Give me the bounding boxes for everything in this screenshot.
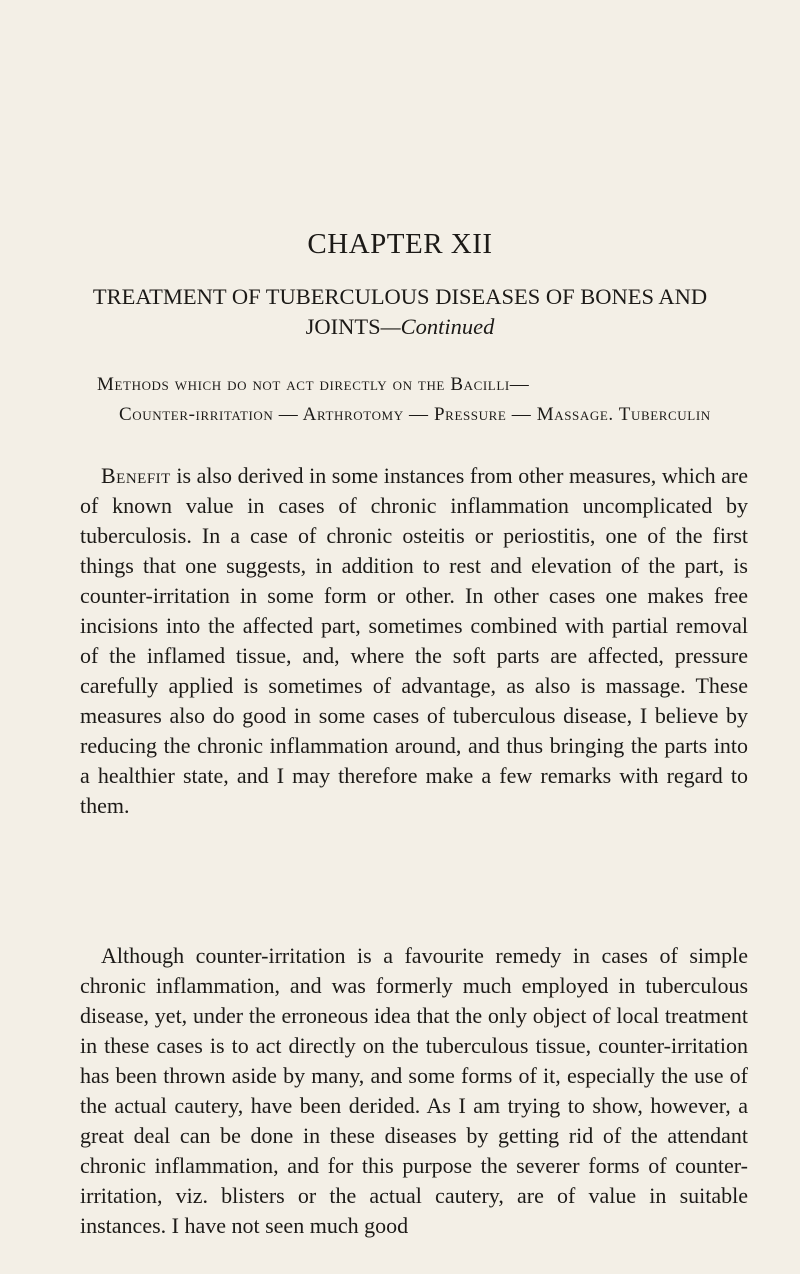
chapter-title-text: TREATMENT OF TUBERCULOUS DISEASES OF BONES AND JOINTS: [92, 284, 708, 339]
paragraph-1: [80, 461, 748, 821]
paragraph-1-lead-word: Benefit: [101, 463, 171, 488]
chapter-title-continued: —Continued: [380, 314, 495, 339]
chapter-summary: [97, 370, 747, 430]
chapter-heading: CHAPTER XII: [307, 228, 493, 260]
paragraph-2-text: Although counter-irritation is a favourite remedy in cases of simple chronic inflammation, and was formerly much employed in tuberculous disease, yet, under the erroneous idea that the only object of local treatment in these cases is to act directly on the tuberculous tissue, counter-irritation has been thrown aside by many, and some forms of it, especially the use of the actual cautery, have been derided. As I am trying to show, however, a great deal can be done in these diseases by getting rid of the attendant chronic inflammation, and for this purpose the severer forms of counter-irritation, viz. blisters or the actual cautery, are of value in suitable instances. I have not seen much good: [80, 943, 748, 1238]
paragraph-2: [80, 941, 748, 1241]
paragraph-1-text: is also derived in some instances from other measures, which are of known value in cases of chronic inflammation uncomplicated by tuberculosis. In a case of chronic osteitis or periostitis, one of the first things that one suggests, in addition to rest and elevation of the part, is counter-irritation in some form or other. In other cases one makes free incisions into the affected part, sometimes combined with partial removal of the inflamed tissue, and, where the soft parts are affected, pressure carefully applied is sometimes of advantage, as also is massage. These measures also do good in some cases of tuberculous disease, I believe by reducing the chronic inflammation around, and thus bringing the parts into a healthier state, and I may therefore make a few remarks with regard to them.: [80, 463, 748, 818]
chapter-title: [60, 282, 740, 342]
summary-line-2: Counter-irritation — Arthrotomy — Pressure — Massage. Tuberculin: [119, 404, 711, 425]
summary-line-1: Methods which do not act directly on the Bacilli—: [97, 374, 530, 395]
